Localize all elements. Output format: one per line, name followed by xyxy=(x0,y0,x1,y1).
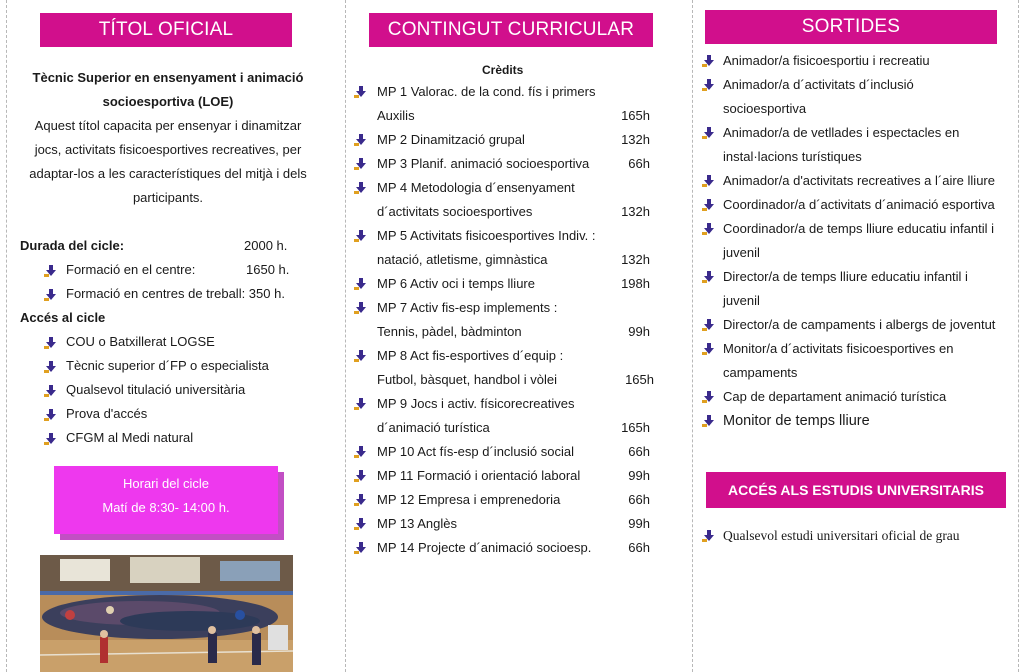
sortida-item: Cap de departament animació turística xyxy=(723,389,947,404)
bullet-arrow-icon xyxy=(702,223,714,235)
description-line: adaptar-los a les característiques del mitjà i dels xyxy=(29,166,307,181)
module-hours: 66h xyxy=(628,492,650,507)
acces-item xyxy=(44,426,193,450)
column-divider xyxy=(345,0,346,672)
module-title: MP 7 Activ fis-esp implements : xyxy=(377,300,558,315)
credits-label: Crèdits xyxy=(482,63,524,77)
acces-cicle-label: Accés al cicle xyxy=(20,310,106,325)
bullet-arrow-icon xyxy=(354,182,366,194)
module-title-cont: Futbol, bàsquet, handbol i vòlei xyxy=(377,372,557,387)
module-hours: 165h xyxy=(625,372,654,387)
sortida-item-cont: juvenil xyxy=(723,245,760,260)
module-title: MP 4 Metodologia d´ensenyament xyxy=(377,180,575,195)
module-hours: 132h xyxy=(621,252,650,267)
bullet-arrow-icon xyxy=(354,302,366,314)
horari-box xyxy=(54,466,278,534)
bullet-arrow-icon xyxy=(702,175,714,187)
formacio-treball-text: Formació en centres de treball: 350 h. xyxy=(66,286,285,301)
bullet-arrow-icon xyxy=(44,265,56,277)
acces-item-text: Prova d'accés xyxy=(66,406,148,421)
column-divider xyxy=(6,0,7,672)
description-line: jocs, activitats fisicoesportives recreatives, per xyxy=(34,142,302,157)
acces-item xyxy=(44,378,245,402)
module-hours: 165h xyxy=(621,420,650,435)
acces-item-text: CFGM al Medi natural xyxy=(66,430,194,445)
module-hours: 66h xyxy=(628,540,650,555)
subtitle-line: Tècnic Superior en ensenyament i animació xyxy=(32,70,304,85)
title-description xyxy=(16,114,320,210)
sortida-item-cont: juvenil xyxy=(723,293,760,308)
gym-photo-image xyxy=(40,555,293,672)
acces-item xyxy=(44,354,269,378)
subtitle-line: socioesportiva (LOE) xyxy=(102,94,234,109)
bullet-arrow-icon xyxy=(702,79,714,91)
bullet-arrow-icon xyxy=(354,278,366,290)
module-title: MP 12 Empresa i emprenedoria xyxy=(377,492,561,507)
bullet-arrow-icon xyxy=(44,385,56,397)
module-title: MP 1 Valorac. de la cond. fís i primers xyxy=(377,84,596,99)
module-hours: 132h xyxy=(621,204,650,219)
sortida-item: Monitor/a d´activitats fisicoesportives en xyxy=(723,341,954,356)
sortida-item: Animador/a d'activitats recreatives a l´aire lliure xyxy=(723,173,995,188)
module-title: MP 8 Act fis-esportives d´equip : xyxy=(377,348,564,363)
gym-photo xyxy=(40,555,293,672)
description-line: Aquest títol capacita per ensenyar i dinamitzar xyxy=(34,118,302,133)
module-title: MP 3 Planif. animació socioesportiva xyxy=(377,156,590,171)
formacio-centre-item xyxy=(44,258,195,282)
module-title-cont: Auxilis xyxy=(377,108,415,123)
module-hours: 66h xyxy=(628,156,650,171)
module-title: MP 11 Formació i orientació laboral xyxy=(377,468,581,483)
bullet-arrow-icon xyxy=(44,337,56,349)
module-title: MP 6 Activ oci i temps lliure xyxy=(377,276,535,291)
bullet-arrow-icon xyxy=(354,86,366,98)
bullet-arrow-icon xyxy=(354,134,366,146)
sortida-item-cont: socioesportiva xyxy=(723,101,807,116)
module-title-cont: d´animació turística xyxy=(377,420,490,435)
horari-title: Horari del cicle xyxy=(123,476,209,491)
bullet-arrow-icon xyxy=(702,127,714,139)
durada-label: Durada del cicle: xyxy=(20,238,125,253)
module-title: MP 2 Dinamització grupal xyxy=(377,132,525,147)
banner-titol-oficial: TÍTOL OFICIAL xyxy=(40,13,292,47)
sortida-item: Monitor de temps lliure xyxy=(723,413,870,429)
bullet-arrow-icon xyxy=(354,470,366,482)
acces-item-text: Tècnic superior d´FP o especialista xyxy=(66,358,269,373)
banner-sortides: SORTIDES xyxy=(705,10,997,44)
sortida-item: Director/a de campaments i albergs de joventut xyxy=(723,317,996,332)
bullet-arrow-icon xyxy=(354,230,366,242)
bullet-arrow-icon xyxy=(702,55,714,67)
uni-access-text: Qualsevol estudi universitari oficial de grau xyxy=(723,528,960,543)
bullet-arrow-icon xyxy=(354,350,366,362)
module-hours: 99h xyxy=(628,324,650,339)
module-hours: 99h xyxy=(628,468,650,483)
module-hours: 198h xyxy=(621,276,650,291)
sortida-item: Animador/a de vetllades i espectacles en xyxy=(723,125,960,140)
horari-text: Matí de 8:30- 14:00 h. xyxy=(102,500,230,515)
bullet-arrow-icon xyxy=(702,415,714,427)
bullet-arrow-icon xyxy=(44,433,56,445)
bullet-arrow-icon xyxy=(354,158,366,170)
bullet-arrow-icon xyxy=(702,199,714,211)
bullet-arrow-icon xyxy=(702,343,714,355)
durada-value: 2000 h. xyxy=(244,238,288,253)
bullet-arrow-icon xyxy=(354,518,366,530)
module-title-cont: Tennis, pàdel, bàdminton xyxy=(377,324,522,339)
bullet-arrow-icon xyxy=(354,542,366,554)
acces-item xyxy=(44,330,215,354)
sortida-item: Coordinador/a d´activitats d´animació esportiva xyxy=(723,197,995,212)
module-title: MP 14 Projecte d´animació socioesp. xyxy=(377,540,592,555)
module-hours: 99h xyxy=(628,516,650,531)
bullet-arrow-icon xyxy=(44,289,56,301)
module-hours: 66h xyxy=(628,444,650,459)
bullet-arrow-icon xyxy=(44,361,56,373)
module-title-cont: d´activitats socioesportives xyxy=(377,204,533,219)
column-divider xyxy=(692,0,693,672)
banner-contingut-curricular: CONTINGUT CURRICULAR xyxy=(369,13,653,47)
acces-item xyxy=(44,402,147,426)
bullet-arrow-icon xyxy=(354,398,366,410)
bullet-arrow-icon xyxy=(702,391,714,403)
formacio-treball-item xyxy=(44,282,285,306)
module-title: MP 13 Anglès xyxy=(377,516,457,531)
module-hours: 132h xyxy=(621,132,650,147)
sortida-item: Director/a de temps lliure educatiu infantil i xyxy=(723,269,968,284)
bullet-arrow-icon xyxy=(702,530,714,542)
sortida-item-cont: instal·lacions turístiques xyxy=(723,149,862,164)
sortida-item: Animador/a d´activitats d´inclusió xyxy=(723,77,914,92)
description-line: participants. xyxy=(132,190,204,205)
bullet-arrow-icon xyxy=(354,446,366,458)
bullet-arrow-icon xyxy=(44,409,56,421)
sortida-item: Coordinador/a de temps lliure educatiu infantil i xyxy=(723,221,994,236)
sortida-item-cont: campaments xyxy=(723,365,798,380)
column-divider xyxy=(1018,0,1019,672)
module-hours: 165h xyxy=(621,108,650,123)
module-title: MP 5 Activitats fisicoesportives Indiv. : xyxy=(377,228,596,243)
acces-item-text: Qualsevol titulació universitària xyxy=(66,382,246,397)
bullet-arrow-icon xyxy=(354,494,366,506)
acces-item-text: COU o Batxillerat LOGSE xyxy=(66,334,215,349)
banner-acces-estudis: ACCÉS ALS ESTUDIS UNIVERSITARIS xyxy=(706,472,1006,508)
formacio-centre-value: 1650 h. xyxy=(246,262,290,277)
bullet-arrow-icon xyxy=(702,271,714,283)
module-title: MP 9 Jocs i activ. físicorecreatives xyxy=(377,396,575,411)
bullet-arrow-icon xyxy=(702,319,714,331)
module-title: MP 10 Act fís-esp d´inclusió social xyxy=(377,444,575,459)
title-subtitle xyxy=(16,66,320,114)
sortida-item: Animador/a fisicoesportiu i recreatiu xyxy=(723,53,930,68)
formacio-centre-label: Formació en el centre: xyxy=(66,262,196,277)
module-title-cont: natació, atletisme, gimnàstica xyxy=(377,252,548,267)
